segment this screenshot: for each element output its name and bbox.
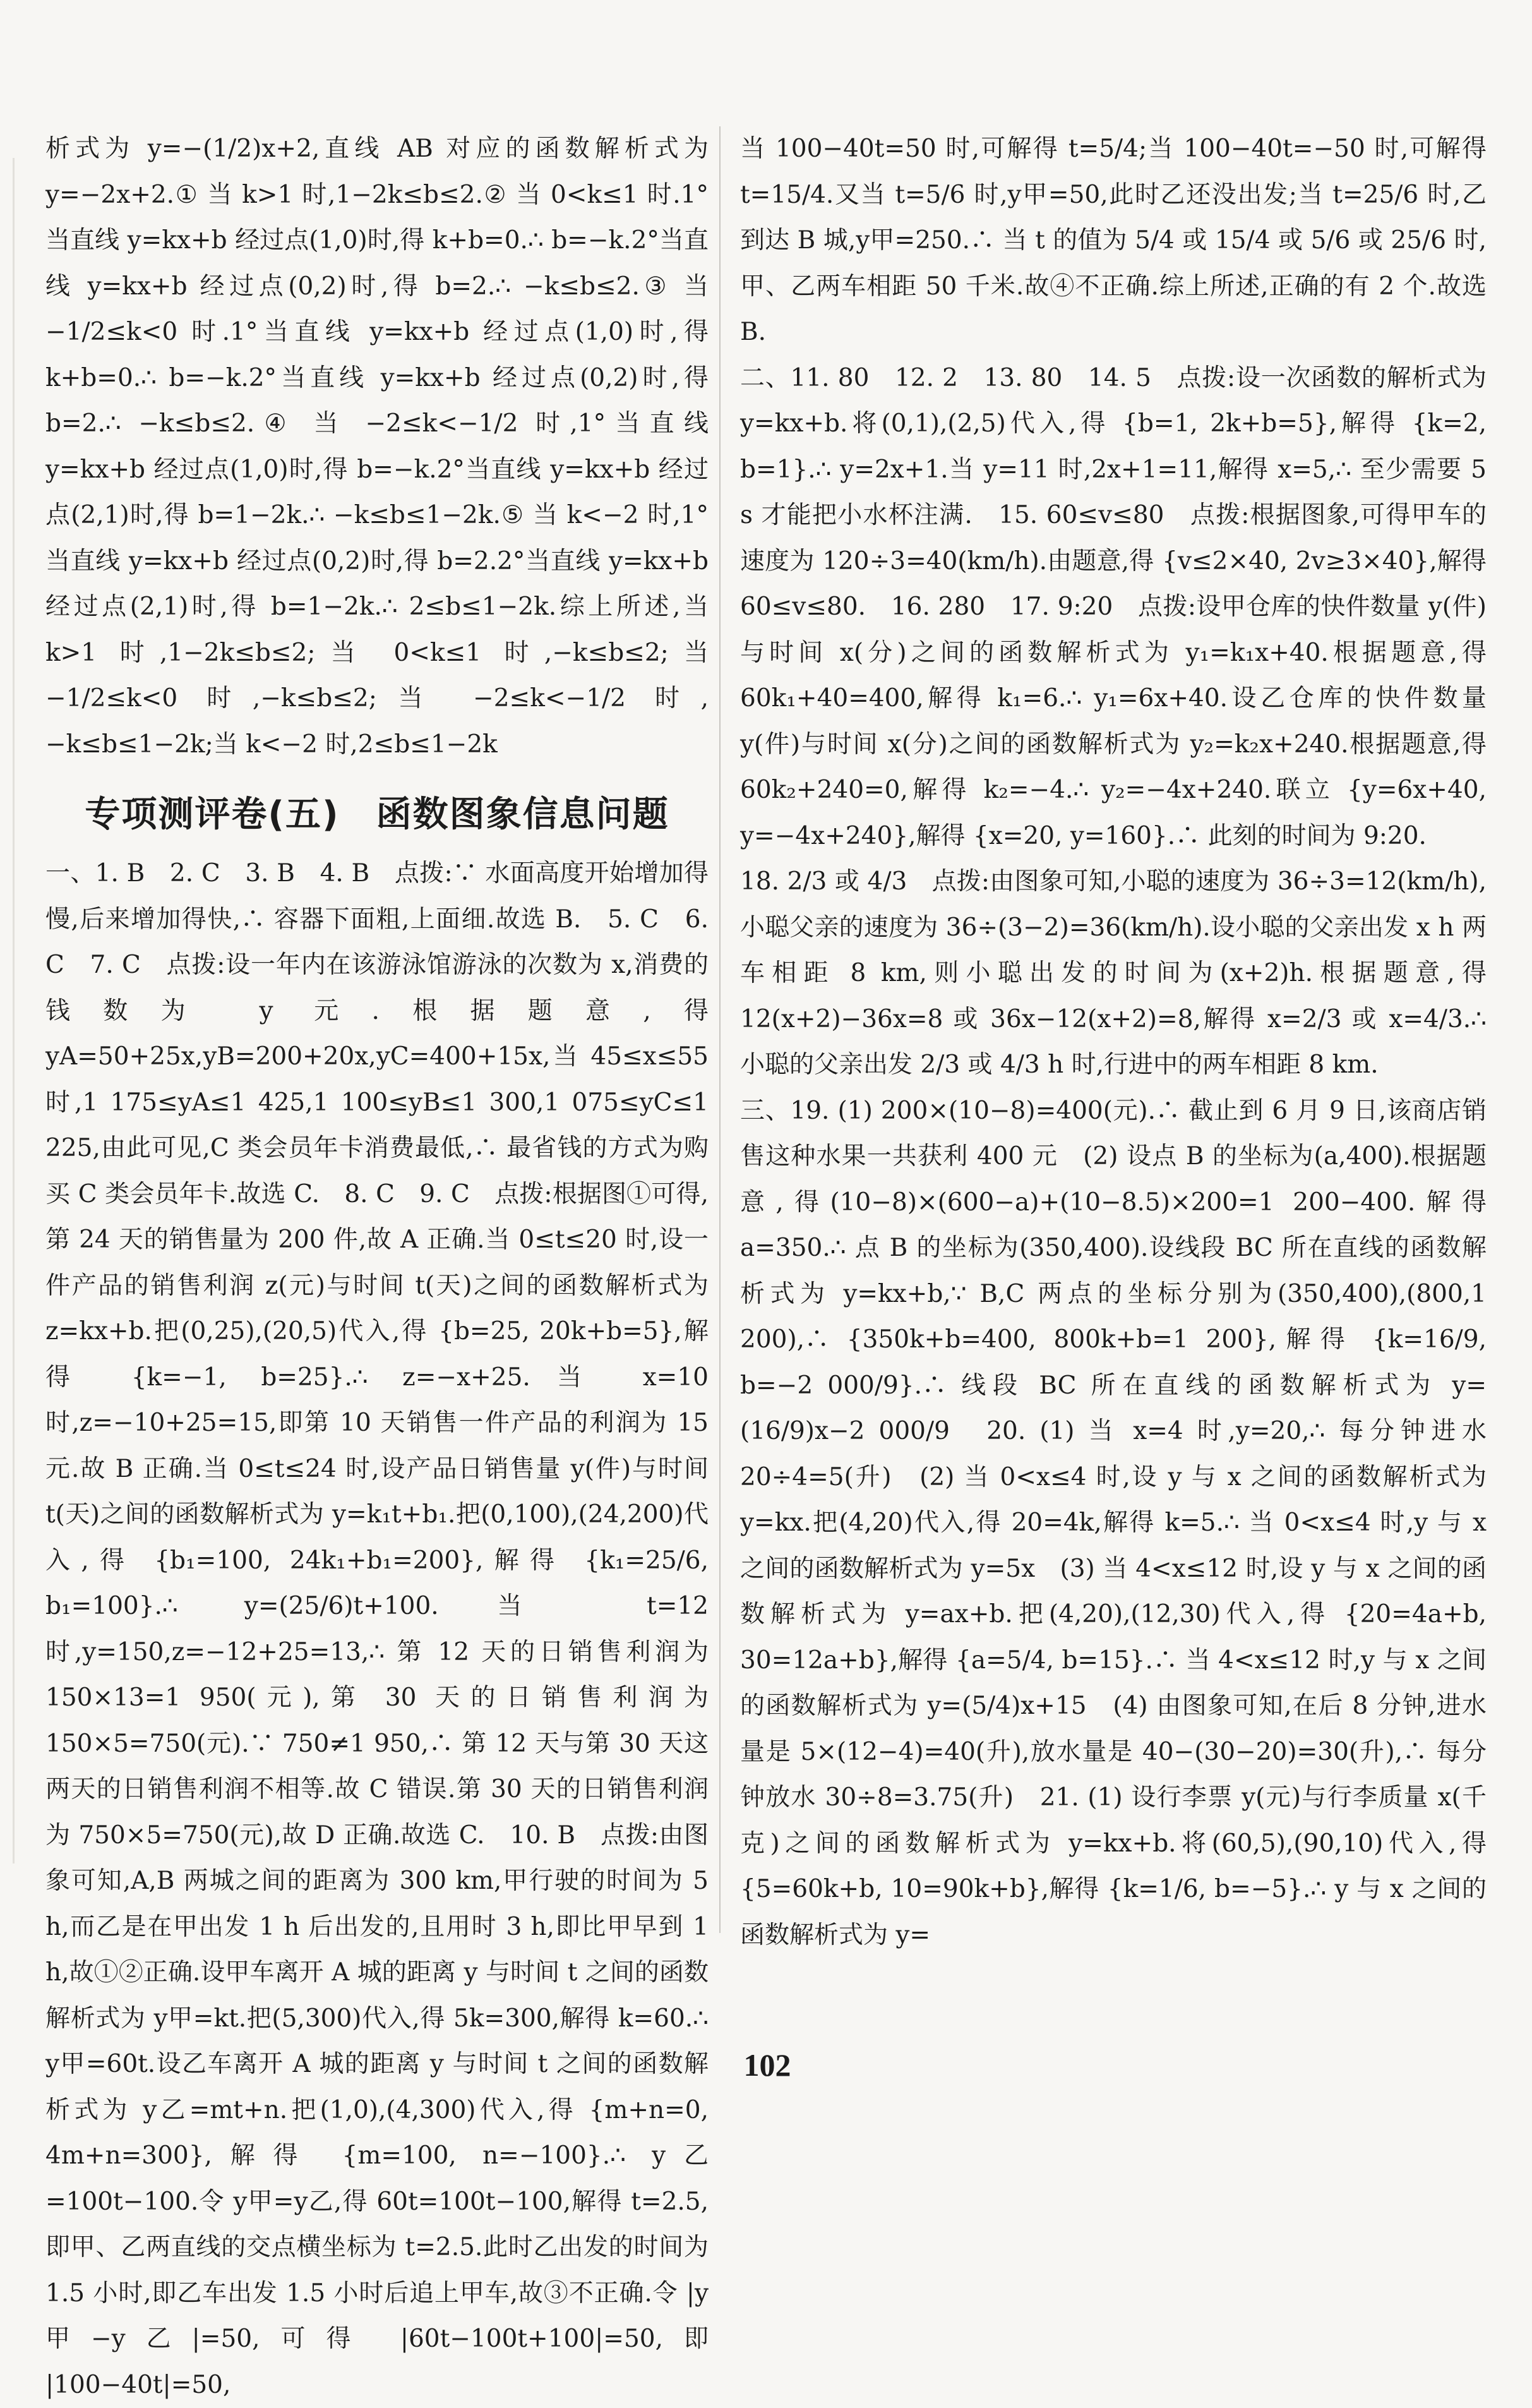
answer-paragraph: 当 100−40t=50 时,可解得 t=5/4;当 100−40t=−50 时,可解得 t=15/4.又当 t=5/6 时,y甲=50,此时乙还没出发;当 t=25/6 时,乙到达 B 城,y甲=250.∴ 当 t 的值为 5/4 或 15/4 或 5/6 或 25/6 时,甲、乙两车相距 50 千米.故④不正确.综上所述,正确的有 2 个.故选 B.: [740, 135, 1487, 346]
binding-edge: [13, 158, 15, 1863]
section-title: 专项测评卷(五) 函数图象信息问题: [85, 794, 669, 835]
page-number: 102: [743, 2047, 791, 2083]
answer-paragraph: 三、19. (1) 200×(10−8)=400(元).∴ 截止到 6 月 9 日,该商店销售这种水果一共获利 400 元 (2) 设点 B 的坐标为(a,400).根据题意,得(10−8)×(600−a)+(10−8.5)×200=1 200−400.解得 a=350.∴ 点 B 的坐标为(350,400).设线段 BC 所在直线的函数解析式为 y=kx+b,∵ B,C 两点的坐标分别为(350,400),(800,1 200),∴ {350k+b=400, 800k+b=1 200},解得 {k=16/9, b=−2 000/9}.∴ 线段 BC 所在直线的函数解析式为 y=(16/9)x−2 000/9 20. (1) 当 x=4 时,y=20,∴ 每分钟进水 20÷4=5(升) (2) 当 0<x≤4 时,设 y 与 x 之间的函数解析式为 y=kx.把(4,20)代入,得 20=4k,解得 k=5.∴ 当 0<x≤4 时,y 与 x 之间的函数解析式为 y=5x (3) 当 4<x≤12 时,设 y 与 x 之间的函数解析式为 y=ax+b.把(4,20),(12,30)代入,得 {20=4a+b, 30=12a+b},解得 {a=5/4, b=15}.∴ 当 4<x≤12 时,y 与 x 之间的函数解析式为 y=(5/4)x+15 (4) 由图象可知,在后 8 分钟,进水量是 5×(12−4)=40(升),放水量是 40−(30−20)=30(升),∴ 每分钟放水 30÷8=3.75(升) 21. (1) 设行李票 y(元)与行李质量 x(千克)之间的函数解析式为 y=kx+b.将(60,5),(90,10)代入,得 {5=60k+b, 10=90k+b},解得 {k=1/6, b=−5}.∴ y 与 x 之间的函数解析式为 y=: [740, 1096, 1487, 1949]
answer-paragraph: 二、11. 80 12. 2 13. 80 14. 5 点拨:设一次函数的解析式为 y=kx+b.将(0,1),(2,5)代入,得 {b=1, 2k+b=5},解得 {k=2, b=1}.∴ y=2x+1.当 y=11 时,2x+1=11,解得 x=5,∴ 至少需要 5 s 才能把小水杯注满. 15. 60≤v≤80 点拨:根据图象,可得甲车的速度为 120÷3=40(km/h).由题意,得 {v≤2×40, 2v≥3×40},解得 60≤v≤80. 16. 280 17. 9:20 点拨:设甲仓库的快件数量 y(件)与时间 x(分)之间的函数解析式为 y₁=k₁x+40.根据题意,得 60k₁+40=400,解得 k₁=6.∴ y₁=6x+40.设乙仓库的快件数量 y(件)与时间 x(分)之间的函数解析式为 y₂=k₂x+240.根据题意,得 60k₂+240=0,解得 k₂=−4.∴ y₂=−4x+240.联立 {y=6x+40, y=−4x+240},解得 {x=20, y=160}.∴ 此刻的时间为 9:20.: [740, 363, 1487, 850]
right-column: [740, 126, 1487, 1958]
answer-paragraph: 一、1. B 2. C 3. B 4. B 点拨:∵ 水面高度开始增加得慢,后来增加得快,∴ 容器下面粗,上面细.故选 B. 5. C 6. C 7. C 点拨:设一年内在该游泳馆游泳的次数为 x,消费的钱数为 y 元.根据题意,得 yA=50+25x,yB=200+20x,yC=400+15x,当 45≤x≤55 时,1 175≤yA≤1 425,1 100≤yB≤1 300,1 075≤yC≤1 225,由此可见,C 类会员年卡消费最低,∴ 最省钱的方式为购买 C 类会员年卡.故选 C. 8. C 9. C 点拨:根据图①可得,第 24 天的销售量为 200 件,故 A 正确.当 0≤t≤20 时,设一件产品的销售利润 z(元)与时间 t(天)之间的函数解析式为 z=kx+b.把(0,25),(20,5)代入,得 {b=25, 20k+b=5},解得 {k=−1, b=25}.∴ z=−x+25.当 x=10 时,z=−10+25=15,即第 10 天销售一件产品的利润为 15 元.故 B 正确.当 0≤t≤24 时,设产品日销售量 y(件)与时间 t(天)之间的函数解析式为 y=k₁t+b₁.把(0,100),(24,200)代入,得 {b₁=100, 24k₁+b₁=200},解得 {k₁=25/6, b₁=100}.∴ y=(25/6)t+100.当 t=12 时,y=150,z=−12+25=13,∴ 第 12 天的日销售利润为 150×13=1 950(元),第 30 天的日销售利润为 150×5=750(元).∵ 750≠1 950,∴ 第 12 天与第 30 天这两天的日销售利润不相等.故 C 错误.第 30 天的日销售利润为 750×5=750(元),故 D 正确.故选 C. 10. B 点拨:由图象可知,A,B 两城之间的距离为 300 km,甲行驶的时间为 5 h,而乙是在甲出发 1 h 后出发的,且用时 3 h,即比甲早到 1 h,故①②正确.设甲车离开 A 城的距离 y 与时间 t 之间的函数解析式为 y甲=kt.把(5,300)代入,得 5k=300,解得 k=60.∴ y甲=60t.设乙车离开 A 城的距离 y 与时间 t 之间的函数解析式为 y乙=mt+n.把(1,0),(4,300)代入,得 {m+n=0, 4m+n=300},解得 {m=100, n=−100}.∴ y乙=100t−100.令 y甲=y乙,得 60t=100t−100,解得 t=2.5,即甲、乙两直线的交点横坐标为 t=2.5.此时乙出发的时间为 1.5 小时,即乙车出发 1.5 小时后追上甲车,故③不正确.令 |y甲−y乙|=50,可得 |60t−100t+100|=50,即 |100−40t|=50,: [45, 859, 709, 2399]
column-divider: [719, 126, 721, 1933]
answer-paragraph: 析式为 y=−(1/2)x+2,直线 AB 对应的函数解析式为 y=−2x+2.① 当 k>1 时,1−2k≤b≤2.② 当 0<k≤1 时.1°当直线 y=kx+b 经过点(1,0)时,得 k+b=0.∴ b=−k.2°当直线 y=kx+b 经过点(0,2)时,得 b=2.∴ −k≤b≤2.③ 当 −1/2≤k<0 时.1°当直线 y=kx+b 经过点(1,0)时,得 k+b=0.∴ b=−k.2°当直线 y=kx+b 经过点(0,2)时,得 b=2.∴ −k≤b≤2.④ 当 −2≤k<−1/2 时,1°当直线 y=kx+b 经过点(1,0)时,得 b=−k.2°当直线 y=kx+b 经过点(2,1)时,得 b=1−2k.∴ −k≤b≤1−2k.⑤ 当 k<−2 时,1°当直线 y=kx+b 经过点(0,2)时,得 b=2.2°当直线 y=kx+b 经过点(2,1)时,得 b=1−2k.∴ 2≤b≤1−2k.综上所述,当 k>1 时,1−2k≤b≤2;当 0<k≤1 时,−k≤b≤2;当 −1/2≤k<0 时,−k≤b≤2;当 −2≤k<−1/2 时,−k≤b≤1−2k;当 k<−2 时,2≤b≤1−2k: [45, 135, 709, 759]
answer-paragraph: 18. 2/3 或 4/3 点拨:由图象可知,小聪的速度为 36÷3=12(km/h),小聪父亲的速度为 36÷(3−2)=36(km/h).设小聪的父亲出发 x h 两车相距 8 km,则小聪出发的时间为(x+2)h.根据题意,得 12(x+2)−36x=8 或 36x−12(x+2)=8,解得 x=2/3 或 x=4/3.∴ 小聪的父亲出发 2/3 或 4/3 h 时,行进中的两车相距 8 km.: [740, 867, 1487, 1079]
left-column: [45, 126, 709, 2408]
